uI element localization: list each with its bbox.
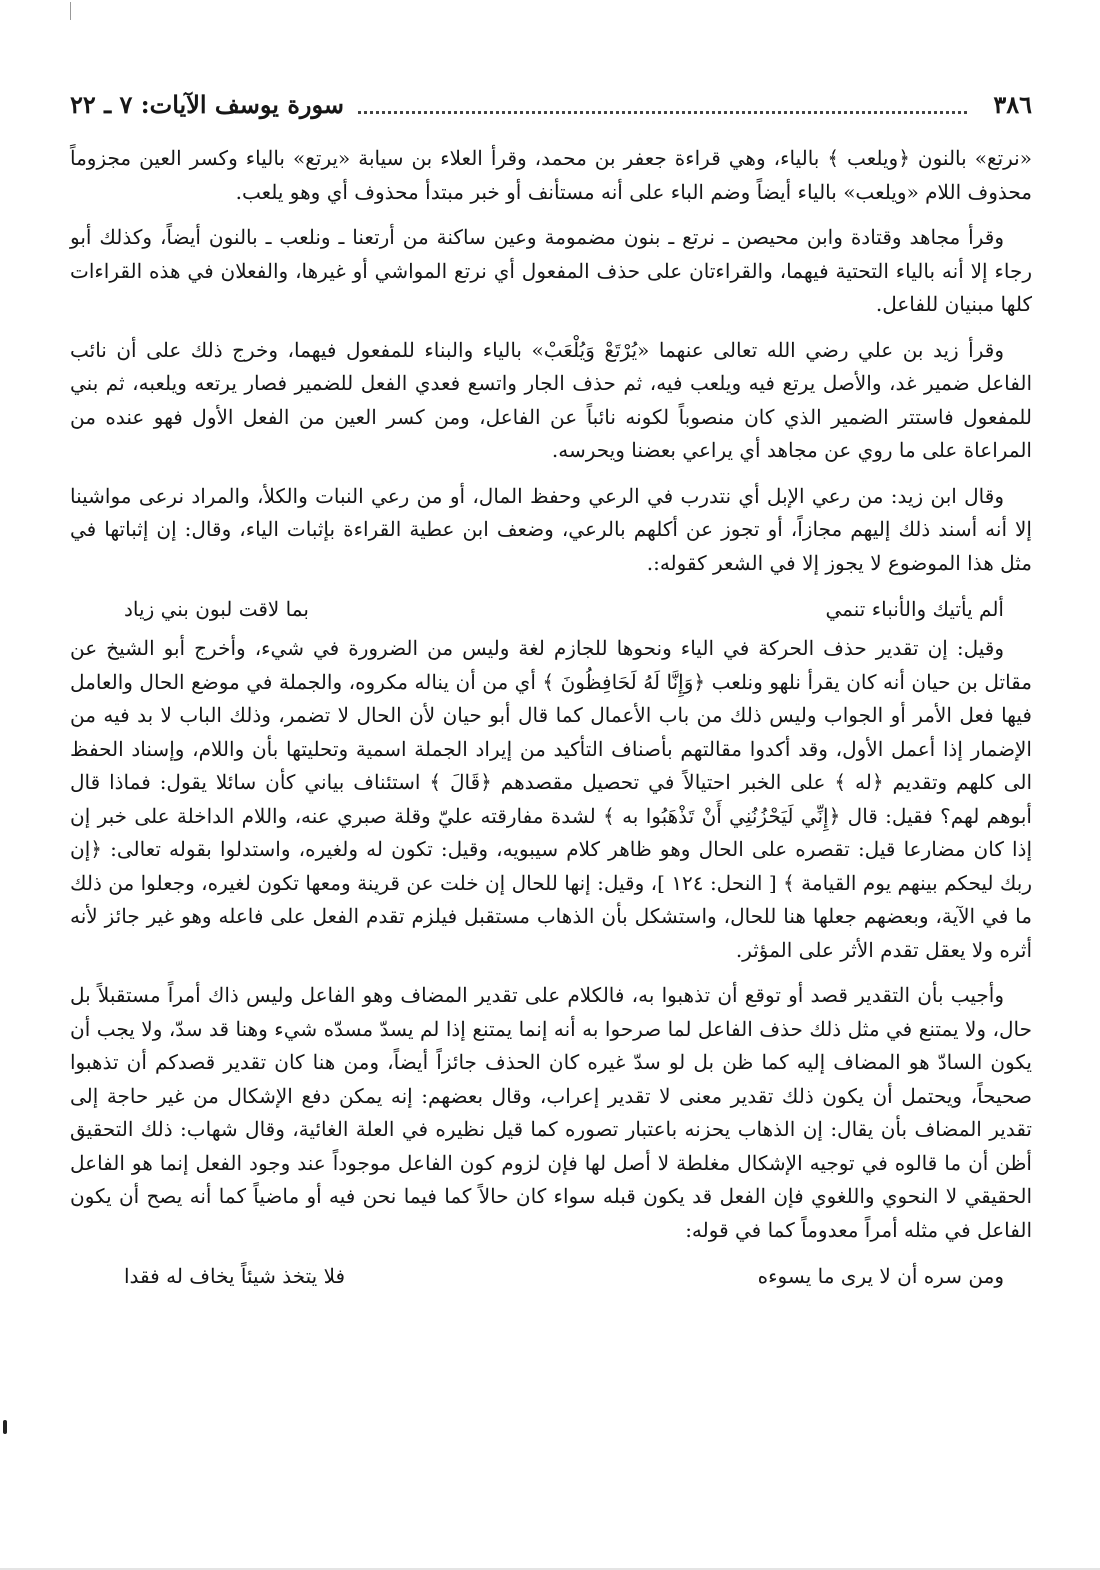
paragraph: وقال ابن زيد: من رعي الإبل أي نتدرب في الرعي وحفظ المال، أو من رعي النبات والكلأ، والمراد نرعى مواشينا إلا أنه أسند ذلك إليهم مجازاً، أو تجوز عن أكلهم بالرعي، وضعف ابن عطية القراءة بإثبات الياء، وقال: إن إثباتها في مثل هذا الموضوع لا يجوز إلا في الشعر كقوله:. <box>70 483 1032 575</box>
verse-first-hemistich: ومن سره أن لا يرى ما يسوءه <box>757 1264 1004 1288</box>
paragraph: «نرتع» بالنون ﴿ويلعب ﴾ بالياء، وهي قراءة جعفر بن محمد، وقرأ العلاء بن سيابة «يرتع» بالياء وكسر العين مجزوماً محذوف اللام «ويلعب» بالياء أيضاً وضم الباء على أنه مستأنف أو خبر مبتدأ محذوف أي وهو يلعب. <box>70 146 1032 204</box>
verse-first-hemistich: ألم يأتيك والأنباء تنمي <box>825 597 1004 621</box>
paragraph: وقرأ زيد بن علي رضي الله تعالى عنهما «يُرْتَعْ وَيُلْعَبْ» بالياء والبناء للمفعول فيهما، وخرج ذلك على أن نائب الفاعل ضمير غد، والأصل يرتع فيه ويلعب فيه، ثم حذف الجار واتسع فعدي الفعل للضمير فصار يرتعه ويلعبه، ثم بني للمفعول فاستتر الضمير الذي كان منصوباً لكونه نائباً عن الفاعل، ومن كسر العين من الفعل الأول فهو عنده من المراعاة على ما روي عن مجاهد أي يراعي بعضنا ويحرسه. <box>70 337 1032 462</box>
header-dotted-leader <box>358 111 967 114</box>
paragraph: وأجيب بأن التقدير قصد أو توقع أن تذهبوا به، فالكلام على تقدير المضاف وهو الفاعل وليس ذاك أمراً مستقبلاً بل حال، ولا يمتنع في مثل ذلك حذف الفاعل لما صرحوا به أنه إنما يمتنع إذا لم يسدّ مسدّه شيء وهنا قد سدّ، ولا يجب أن يكون السادّ هو المضاف إليه كما ظن بل لو سدّ غيره كان الحذف جائزاً أيضاً، ومن هنا كان تقدير قصدكم أن تذهبوا صحيحاً، ويحتمل أن يكون ذلك تقدير معنى لا تقدير إعراب، وقال بعضهم: إنه يمكن دفع الإشكال من غير حاجة إلى تقدير المضاف بأن يقال: إن الذهاب يحزنه باعتبار تصوره كما قيل نظيره في العلة الغائية، وقال شهاب: ذلك التحقيق أظن أن ما قالوه في توجيه الإشكال مغلطة لا أصل لها فإن لزوم كون الفاعل موجوداً عند وجود الفعل إنما هو الفاعل الحقيقي لا النحوي واللغوي فإن الفعل قد يكون قبله سواء كان حالاً كما فيما نحن فيه أو ماضياً كما أنه يصح أن يكون الفاعل في مثله أمراً معدوماً كما في قوله: <box>70 983 1033 1242</box>
verse-second-hemistich: فلا يتخذ شيئاً يخاف له فقدا <box>124 1264 346 1288</box>
scan-mark <box>70 2 71 20</box>
running-title: سورة يوسف الآيات: ٧ ـ ٢٢ <box>70 90 344 119</box>
page-header <box>70 88 1032 122</box>
paragraph: وقيل: إن تقدير حذف الحركة في الياء ونحوها للجازم لغة وليس من الضرورة في شيء، وأخرج أبو الشيخ عن مقاتل بن حيان أنه كان يقرأ نلهو ونلعب ﴿وَإِنَّا لَهُ لَحَافِظُونَ ﴾ أي من أن يناله مكروه، والجملة في موضع الحال والعامل فيها فعل الأمر أو الجواب وليس ذلك من باب الأعمال كما قال أبو حيان لأن الحال لا تضمر، وذلك الباب لا بد فيه من الإضمار إذا أعمل الأول، وقد أكدوا مقالتهم بأصناف التأكيد من إيراد الجملة اسمية وتحليتها بأن واللام، وإسناد الحفظ الى كلهم وتقديم ﴿له ﴾ على الخبر احتيالاً في تحصيل مقصدهم ﴿قَالَ ﴾ استئناف بياني كأن سائلا يقول: فماذا قال أبوهم لهم؟ فقيل: قال ﴿إِنِّي لَيَحْزُنُنِي أَنْ تَذْهَبُوا به ﴾ لشدة مفارقته عليّ وقلة صبري عنه، واللام الداخلة على خبر إن إذا كان مضارعا قيل: تقصره على الحال وهو ظاهر كلام سيبويه، وقيل: تكون له ولغيره، واستدلوا بقوله تعالى: ﴿إن ربك ليحكم بينهم يوم القيامة ﴾ [ النحل: ١٢٤ ]، وقيل: إنها للحال إن خلت عن قرينة ومعها تكون لغيره، وجعلوا من ذلك ما في الآية، وبعضهم جعلها هنا للحال، واستشكل بأن الذهاب مستقبل فيلزم تقدم الفعل على فاعله وهو غير جائز لأنه أثره ولا يعقل تقدم الأثر على المؤثر. <box>70 636 1032 962</box>
poetry-verse <box>70 592 1032 626</box>
paragraph: وقرأ مجاهد وقتادة وابن محيصن ـ نرتع ـ بنون مضمومة وعين ساكنة من أرتعنا ـ ونلعب ـ بالنون أيضاً، وكذلك أبو رجاء إلا أنه بالياء التحتية فيهما، والقراءتان على حذف المفعول أي نرتع المواشي أو غيرها، والفعلان في هذه القراءات كلها مبنيان للفاعل. <box>70 225 1032 316</box>
poetry-verse <box>70 1259 1032 1293</box>
scan-edge-mark <box>3 1420 7 1434</box>
page-body <box>70 142 1032 1299</box>
verse-second-hemistich: بما لاقت لبون بني زياد <box>124 597 309 621</box>
page-number: ٣٨٦ <box>993 90 1032 119</box>
